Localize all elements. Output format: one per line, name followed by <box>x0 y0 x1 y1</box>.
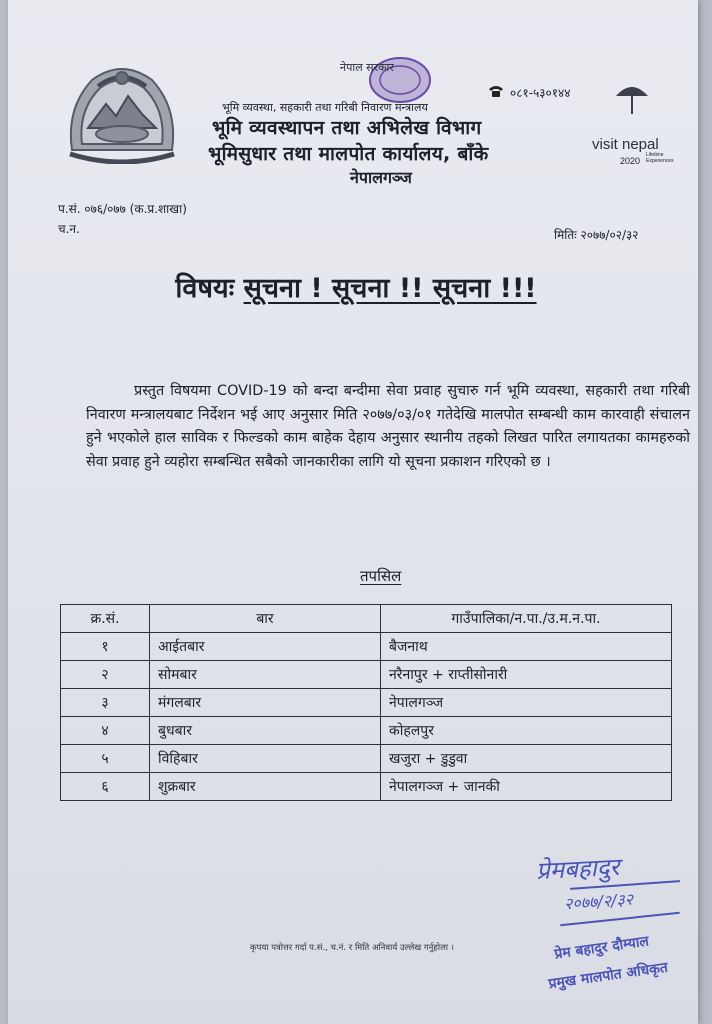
subject-line <box>0 268 712 305</box>
cell-municipality: बैजनाथ <box>381 633 672 661</box>
cell-serial: ६ <box>61 773 150 801</box>
cell-serial: १ <box>61 633 150 661</box>
cell-day: शुक्रबार <box>150 773 381 801</box>
cell-day: विहिबार <box>150 745 381 773</box>
footer-note: कृपया पत्राेत्तर गर्दा प.सं., च.नं. र मिति अनिवार्य उल्लेख गर्नुहोला । <box>250 943 454 953</box>
cell-day: मंगलबार <box>150 689 381 717</box>
cell-municipality: नेपालगञ्ज + जानकी <box>381 773 672 801</box>
body-paragraph: प्रस्तुत विषयमा COVID-19 को बन्दा बन्दीमा सेवा प्रवाह सुचारु गर्न भूमि व्यवस्था, सहकारी तथा गरिबी निवारण मन्त्रालयबाट निर्देशन भई आए अनुसार मिति २०७७/०३/०१ गतेदेखि मालपोत सम्बन्धी काम कारवाही संचालन हुने भएकोले हाल साविक र फिल्डको काम बाहेक देहाय अनुसार स्थानीय तहको लिखत पारित लगायतका कामहरुको सेवा प्रवाह हुने व्यहोरा सम्बन्धित सबैको जानकारीका लागि यो सूचना प्रकाशन गरिएको छ । <box>86 383 690 470</box>
subject-prefix: विषयः <box>175 273 235 304</box>
officer-title: प्रमुख मालपोत अधिकृत <box>547 959 669 993</box>
cell-municipality: कोहलपुर <box>381 717 672 745</box>
header-serial: क्र.सं. <box>61 605 150 633</box>
cell-serial: ४ <box>61 717 150 745</box>
cell-day: बुधबार <box>150 717 381 745</box>
table-row <box>61 745 672 773</box>
subject-title: सूचना ! सूचना !! सूचना !!! <box>243 273 537 304</box>
table-row <box>61 717 672 745</box>
phone-number: ०८१-५३०१४४ <box>510 86 571 100</box>
cell-serial: २ <box>61 661 150 689</box>
signature-block <box>520 838 710 1024</box>
cell-serial: ३ <box>61 689 150 717</box>
office-name: भूमिसुधार तथा मालपोत कार्यालय, बाँके <box>208 143 489 165</box>
signature-underline <box>560 912 680 927</box>
cell-day: आईतबार <box>150 633 381 661</box>
table-row <box>61 633 672 661</box>
office-city: नेपालगञ्ज <box>350 168 412 187</box>
table-row <box>61 689 672 717</box>
table-row <box>61 773 672 801</box>
cell-municipality: नरैनापुर + राप्तीसोनारी <box>381 661 672 689</box>
table-header-row <box>61 605 672 633</box>
dispatch-number: च.न. <box>58 222 80 236</box>
stamp-text: नेपाल सरकार <box>340 61 394 74</box>
letter-date: मितिः २०७७/०२/३२ <box>554 228 639 242</box>
notice-body <box>86 380 690 474</box>
table-caption: तपसिल <box>360 567 402 585</box>
header-municipality: गाउँपालिका/न.पा./उ.म.न.पा. <box>381 605 672 633</box>
ministry-name: भूमि व्यवस्था, सहकारी तथा गरिबी निवारण मन्त्रालय <box>222 101 428 114</box>
table-row <box>61 661 672 689</box>
schedule-table <box>60 604 672 801</box>
umbrella-icon <box>612 80 652 116</box>
header-day: बार <box>150 605 381 633</box>
department-name: भूमि व्यवस्थापन तथा अभिलेख विभाग <box>212 117 482 139</box>
phone-icon <box>488 84 504 98</box>
officer-name: प्रेम बहादुर दौम्याल <box>553 933 650 963</box>
cell-serial: ५ <box>61 745 150 773</box>
signature-date: २०७७/२/३२ <box>563 889 634 914</box>
reference-number: प.सं. ०७६/०७७ (क.प्र.शाखा) <box>58 202 187 216</box>
handwritten-signature: प्रेमबहादुर <box>535 852 620 886</box>
cell-municipality: खजुरा + डुडुवा <box>381 745 672 773</box>
cell-day: सोमबार <box>150 661 381 689</box>
nepal-emblem-icon <box>62 58 182 164</box>
cell-municipality: नेपालगञ्ज <box>381 689 672 717</box>
visit-nepal-logo: visit nepal 2020 Lifetime Experiences <box>588 80 688 180</box>
